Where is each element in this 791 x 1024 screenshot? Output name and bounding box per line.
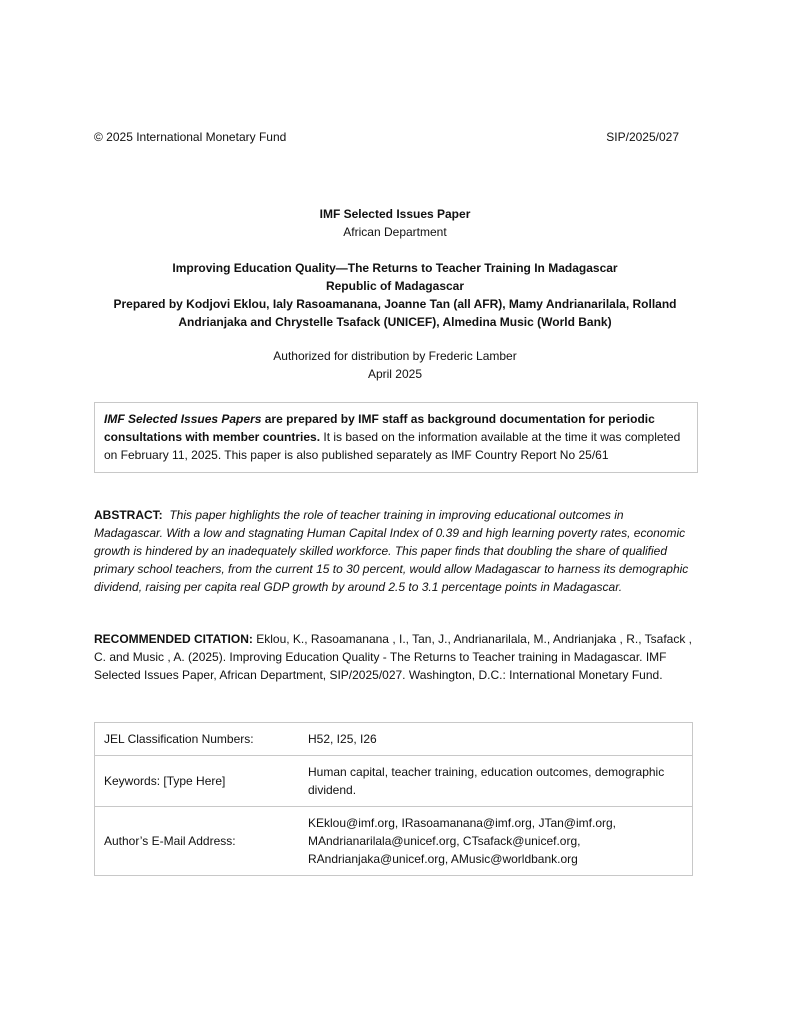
info-table [94, 722, 693, 876]
disclaimer-box [94, 402, 698, 473]
paper-title: Improving Education Quality—The Returns to Teacher Training In Madagascar [172, 261, 618, 275]
publication-date: April 2025 [367, 367, 423, 381]
authorized-by: Authorized for distribution by Frederic Lamber [273, 349, 517, 363]
keywords-label: Keywords: [Type Here] [95, 756, 300, 807]
copyright-text: © 2025 International Monetary Fund [94, 130, 287, 144]
citation-label: RECOMMENDED CITATION: [94, 632, 253, 646]
authors-line-2: Andrianjaka and Chrystelle Tsafack (UNICEF), Almedina Music (World Bank) [178, 315, 612, 329]
authors-line-1: Prepared by Kodjovi Eklou, Ialy Rasoamanana, Joanne Tan (all AFR), Mamy Andrianarilala, Rolland [113, 297, 677, 311]
recommended-citation [94, 630, 694, 684]
header-line [94, 130, 679, 146]
disclaimer-body: It is based on the information available at the time it was completed on February 11, 2025. This paper is also published separately as IMF Country Report No 25/61 [104, 430, 681, 462]
abstract [94, 506, 694, 596]
email-value: KEklou@imf.org, IRasoamanana@imf.org, JTan@imf.org, MAndrianarilala@unicef.org, CTsafack@unicef.org, RAndrianjaka@unicef.org, AMusic@worldbank.org [299, 807, 693, 876]
keywords-value: Human capital, teacher training, education outcomes, demographic dividend. [299, 756, 693, 807]
disclaimer-lead-bold: are prepared by IMF staff as background documentation for periodic consultations with member countries. [104, 412, 655, 444]
table-row [95, 807, 693, 876]
citation-text: Eklou, K., Rasoamanana , I., Tan, J., Andrianarilala, M., Andrianjaka , R., Tsafack , C. and Music , A. (2025). Improving Education Quality - The Returns to Teacher training in Madagascar. IMF Selected Issues Paper, African Department, SIP/2025/027. Washington, D.C.: International Monetary Fund. [94, 632, 693, 682]
series-title: IMF Selected Issues Paper [319, 207, 471, 221]
country: Republic of Madagascar [325, 279, 465, 293]
paper-number: SIP/2025/027 [606, 130, 679, 144]
table-row [95, 756, 693, 807]
abstract-label: ABSTRACT: [94, 508, 163, 522]
jel-label: JEL Classification Numbers: [95, 723, 300, 756]
disclaimer-lead-italic: IMF Selected Issues Papers [104, 412, 262, 426]
jel-value: H52, I25, I26 [299, 723, 693, 756]
abstract-text: This paper highlights the role of teacher training in improving educational outcomes in Madagascar. With a low and stagnating Human Capital Index of 0.39 and high learning poverty rates, economic growth is hindered by an inadequately skilled workforce. This paper finds that doubling the share of qualified primary school teachers, from the current 15 to 30 percent, would allow Madagascar to harness its demographic dividend, raising per capita real GDP growth by around 2.5 to 3.1 percentage points in Madagascar. [94, 508, 689, 594]
table-row [95, 723, 693, 756]
department: African Department [343, 225, 447, 239]
email-label: Author’s E-Mail Address: [95, 807, 300, 876]
